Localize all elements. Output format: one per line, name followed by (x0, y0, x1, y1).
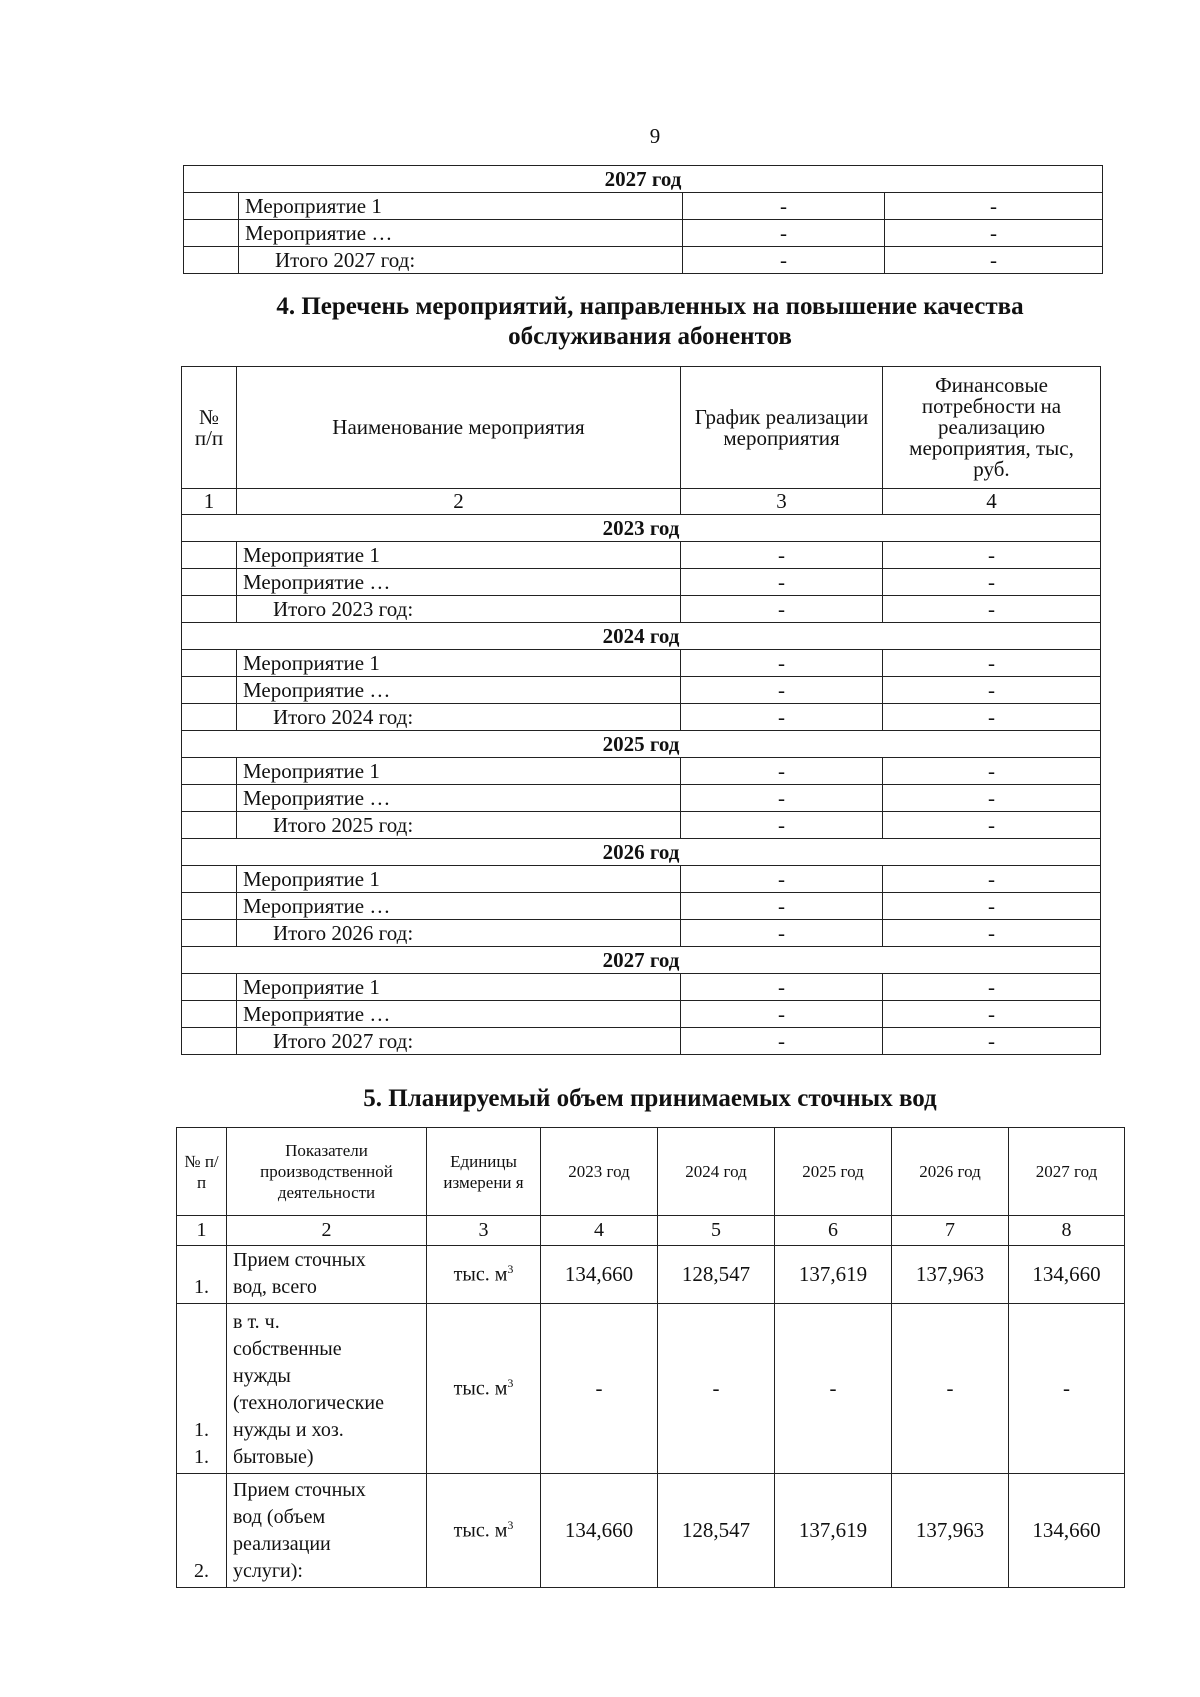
unit-text: тыс. м (453, 1519, 508, 1542)
row-name: Мероприятие 1 (239, 193, 683, 220)
finance-cell: - (883, 1028, 1101, 1055)
row-name: Мероприятие 1 (237, 866, 681, 893)
num-cell (182, 785, 237, 812)
row-indicator (227, 1246, 427, 1304)
value-cell: 128,547 (658, 1246, 775, 1304)
finance-cell: - (883, 785, 1101, 812)
year-header: 2026 год (182, 839, 1101, 866)
section5-table (176, 1127, 1125, 1588)
table-row (182, 677, 1101, 704)
table-row (182, 920, 1101, 947)
finance-cell: - (883, 650, 1101, 677)
row-name: Мероприятие … (237, 785, 681, 812)
finance-cell: - (883, 812, 1101, 839)
num-cell (182, 1001, 237, 1028)
header-year: 2026 год (892, 1128, 1009, 1216)
col-number: 2 (227, 1216, 427, 1246)
row-name: Мероприятие … (237, 569, 681, 596)
schedule-cell: - (681, 569, 883, 596)
schedule-cell: - (681, 758, 883, 785)
col-number-row (182, 489, 1101, 515)
finance-cell: - (883, 542, 1101, 569)
indicator-line: Прием сточных (233, 1249, 366, 1271)
row-num-line: 1. (194, 1446, 209, 1468)
schedule-cell: - (681, 704, 883, 731)
row-num-line: 2. (194, 1560, 209, 1582)
unit-cell (427, 1304, 541, 1474)
num-cell (182, 1028, 237, 1055)
table-row (182, 866, 1101, 893)
schedule-cell: - (681, 542, 883, 569)
row-name: Итого 2024 год: (237, 704, 681, 731)
indicator-line: вод (объем (233, 1506, 326, 1528)
indicator-line: нужды (233, 1365, 291, 1387)
num-cell (182, 569, 237, 596)
value-cell: 137,619 (775, 1474, 892, 1588)
row-indicator (227, 1474, 427, 1588)
table-row (184, 220, 1103, 247)
num-cell (182, 596, 237, 623)
row-num-line: 1. (194, 1276, 209, 1298)
schedule-cell: - (681, 650, 883, 677)
header-unit: Единицы измерени я (427, 1128, 541, 1216)
year-row (182, 731, 1101, 758)
value-cell: - (658, 1304, 775, 1474)
value-cell: - (892, 1304, 1009, 1474)
unit-cell (427, 1474, 541, 1588)
value-cell: 134,660 (1009, 1246, 1125, 1304)
table-row (182, 1028, 1101, 1055)
col-number: 3 (681, 489, 883, 515)
year-row (182, 623, 1101, 650)
row-name: Итого 2023 год: (237, 596, 681, 623)
year-header: 2023 год (182, 515, 1101, 542)
table-row (182, 542, 1101, 569)
header-year: 2023 год (541, 1128, 658, 1216)
finance-cell: - (883, 758, 1101, 785)
col-number: 5 (658, 1216, 775, 1246)
table-row (182, 596, 1101, 623)
finance-cell: - (883, 677, 1101, 704)
table-row (182, 650, 1101, 677)
header-row (182, 367, 1101, 489)
unit-superscript: 3 (507, 1518, 514, 1533)
num-cell (182, 893, 237, 920)
value-cell: 134,660 (1009, 1474, 1125, 1588)
finance-cell: - (883, 866, 1101, 893)
table-row (184, 193, 1103, 220)
table-row (182, 704, 1101, 731)
section4-table (181, 366, 1101, 1055)
year-header: 2027 год (184, 166, 1103, 193)
header-year: 2024 год (658, 1128, 775, 1216)
row-name: Итого 2027 год: (237, 1028, 681, 1055)
schedule-cell: - (681, 596, 883, 623)
header-name: Наименование мероприятия (237, 367, 681, 489)
table-row (182, 758, 1101, 785)
table-row (182, 1001, 1101, 1028)
row-name: Мероприятие … (237, 1001, 681, 1028)
col-number: 2 (237, 489, 681, 515)
table-row (177, 1246, 1125, 1304)
schedule-cell: - (683, 247, 885, 274)
schedule-cell: - (681, 812, 883, 839)
row-indicator (227, 1304, 427, 1474)
year-header: 2025 год (182, 731, 1101, 758)
page-number: 9 (649, 124, 661, 148)
table-row (182, 893, 1101, 920)
col-number: 1 (177, 1216, 227, 1246)
finance-cell: - (883, 596, 1101, 623)
header-row (177, 1128, 1125, 1216)
finance-cell: - (885, 193, 1103, 220)
header-year: 2025 год (775, 1128, 892, 1216)
value-cell: 137,963 (892, 1474, 1009, 1588)
value-cell: 128,547 (658, 1474, 775, 1588)
indicator-line: бытовые) (233, 1446, 314, 1468)
num-cell (182, 704, 237, 731)
value-cell: 137,963 (892, 1246, 1009, 1304)
value-cell: - (541, 1304, 658, 1474)
row-name: Мероприятие … (237, 677, 681, 704)
num-cell (182, 542, 237, 569)
unit-superscript: 3 (507, 1376, 514, 1391)
num-cell (182, 677, 237, 704)
row-name: Мероприятие 1 (237, 974, 681, 1001)
num-cell (182, 866, 237, 893)
table-row (182, 569, 1101, 596)
col-number: 6 (775, 1216, 892, 1246)
section4-title (200, 292, 1100, 352)
finance-cell: - (883, 920, 1101, 947)
num-cell (182, 650, 237, 677)
schedule-cell: - (681, 677, 883, 704)
unit-text: тыс. м (453, 1377, 508, 1400)
unit-cell (427, 1246, 541, 1304)
col-number: 3 (427, 1216, 541, 1246)
top-table (183, 165, 1103, 274)
table-row (182, 785, 1101, 812)
row-name: Мероприятие … (237, 893, 681, 920)
year-row (182, 839, 1101, 866)
header-schedule: График реализации мероприятия (681, 367, 883, 489)
row-num (177, 1474, 227, 1588)
row-num-line: 1. (194, 1419, 209, 1441)
year-row (182, 947, 1101, 974)
year-row (182, 515, 1101, 542)
schedule-cell: - (681, 785, 883, 812)
value-cell: 134,660 (541, 1246, 658, 1304)
num-cell (182, 974, 237, 1001)
finance-cell: - (885, 220, 1103, 247)
value-cell: - (1009, 1304, 1125, 1474)
schedule-cell: - (681, 1001, 883, 1028)
indicator-line: нужды и хоз. (233, 1419, 344, 1441)
schedule-cell: - (681, 1028, 883, 1055)
col-number: 4 (883, 489, 1101, 515)
col-number: 7 (892, 1216, 1009, 1246)
header-year: 2027 год (1009, 1128, 1125, 1216)
schedule-cell: - (683, 220, 885, 247)
num-cell (182, 812, 237, 839)
schedule-cell: - (681, 866, 883, 893)
header-num: № п/п (182, 367, 237, 489)
indicator-line: вод, всего (233, 1276, 317, 1298)
indicator-line: собственные (233, 1338, 342, 1360)
col-number-row (177, 1216, 1125, 1246)
row-name: Мероприятие … (239, 220, 683, 247)
row-name: Мероприятие 1 (237, 542, 681, 569)
row-num (177, 1304, 227, 1474)
header-num: № п/п (177, 1128, 227, 1216)
header-finance: Финансовые потребности на реализацию мероприятия, тыс, руб. (883, 367, 1101, 489)
section4-title-line2: обслуживания абонентов (508, 323, 792, 350)
table-row (184, 247, 1103, 274)
col-number: 1 (182, 489, 237, 515)
col-number: 8 (1009, 1216, 1125, 1246)
num-cell (182, 920, 237, 947)
finance-cell: - (883, 1001, 1101, 1028)
schedule-cell: - (681, 893, 883, 920)
col-number: 4 (541, 1216, 658, 1246)
unit-text: тыс. м (453, 1263, 508, 1286)
indicator-line: услуги): (233, 1560, 303, 1582)
year-header: 2027 год (182, 947, 1101, 974)
header-indicator: Показатели производственной деятельности (227, 1128, 427, 1216)
value-cell: - (775, 1304, 892, 1474)
table-row (177, 1304, 1125, 1474)
table-row (182, 812, 1101, 839)
schedule-cell: - (683, 193, 885, 220)
section4-title-line1: 4. Перечень мероприятий, направленных на повышение качества (276, 293, 1024, 320)
indicator-line: реализации (233, 1533, 331, 1555)
schedule-cell: - (681, 920, 883, 947)
row-name: Итого 2025 год: (237, 812, 681, 839)
value-cell: 134,660 (541, 1474, 658, 1588)
indicator-line: (технологические (233, 1392, 384, 1414)
finance-cell: - (883, 704, 1101, 731)
section5-title: 5. Планируемый объем принимаемых сточных вод (363, 1085, 937, 1112)
table-row (182, 974, 1101, 1001)
finance-cell: - (885, 247, 1103, 274)
table-row (177, 1474, 1125, 1588)
finance-cell: - (883, 893, 1101, 920)
finance-cell: - (883, 974, 1101, 1001)
row-num (177, 1246, 227, 1304)
row-name: Итого 2026 год: (237, 920, 681, 947)
year-header: 2024 год (182, 623, 1101, 650)
indicator-line: Прием сточных (233, 1479, 366, 1501)
unit-superscript: 3 (507, 1262, 514, 1277)
section5-title-wrap (200, 1084, 1100, 1114)
value-cell: 137,619 (775, 1246, 892, 1304)
num-cell (182, 758, 237, 785)
row-name: Мероприятие 1 (237, 650, 681, 677)
indicator-line: в т. ч. (233, 1311, 280, 1333)
row-name: Мероприятие 1 (237, 758, 681, 785)
finance-cell: - (883, 569, 1101, 596)
row-name: Итого 2027 год: (239, 247, 683, 274)
schedule-cell: - (681, 974, 883, 1001)
